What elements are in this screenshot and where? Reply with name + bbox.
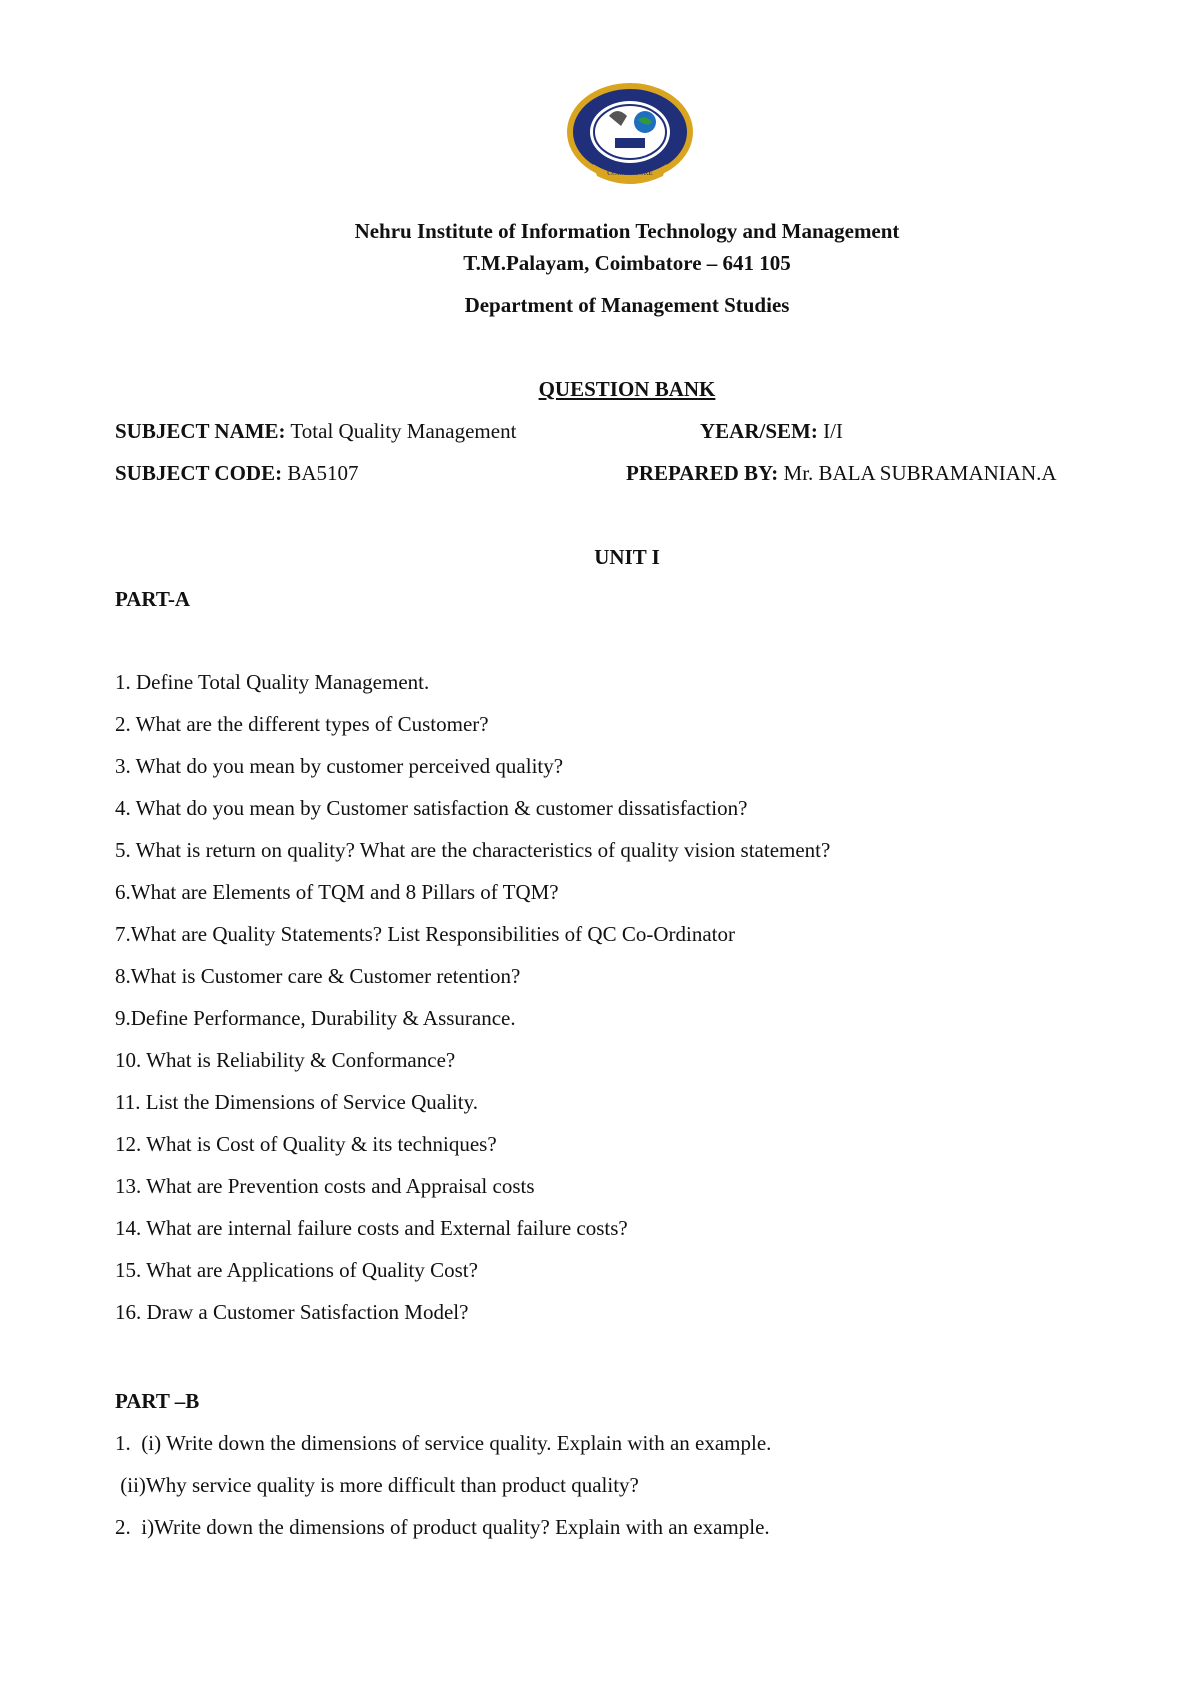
subject-name-row (115, 417, 516, 445)
svg-text:COIMBATORE: COIMBATORE (607, 169, 653, 177)
question-item: 3. What do you mean by customer perceived quality? (115, 754, 564, 778)
subject-code-value: BA5107 (282, 461, 359, 485)
prepared-by-label: PREPARED BY: (626, 461, 779, 485)
question-item: 5. What is return on quality? What are the characteristics of quality vision statement? (115, 838, 831, 862)
question-item: 6.What are Elements of TQM and 8 Pillars of TQM? (115, 880, 559, 904)
question-item: 13. What are Prevention costs and Appraisal costs (115, 1174, 535, 1198)
part-a-heading: PART-A (115, 587, 191, 611)
question-item: 9.Define Performance, Durability & Assurance. (115, 1006, 516, 1030)
document-title: QUESTION BANK (538, 377, 716, 401)
prepared-by-row (626, 459, 1057, 487)
question-item: 11. List the Dimensions of Service Quality. (115, 1090, 478, 1114)
question-item: 4. What do you mean by Customer satisfaction & customer dissatisfaction? (115, 796, 748, 820)
year-sem-value: I/I (817, 419, 843, 443)
institute-logo (565, 82, 695, 187)
question-item: 2. What are the different types of Customer? (115, 712, 489, 736)
question-item: 10. What is Reliability & Conformance? (115, 1048, 456, 1072)
question-item: 14. What are internal failure costs and External failure costs? (115, 1216, 628, 1240)
institute-address: T.M.Palayam, Coimbatore – 641 105 (463, 251, 791, 275)
department-name: Department of Management Studies (464, 293, 790, 317)
question-item: 1. (i) Write down the dimensions of service quality. Explain with an example. (115, 1431, 772, 1455)
question-item: 16. Draw a Customer Satisfaction Model? (115, 1300, 469, 1324)
question-item: 12. What is Cost of Quality & its techniques? (115, 1132, 497, 1156)
year-sem-row (700, 417, 843, 445)
question-item: 1. Define Total Quality Management. (115, 670, 430, 694)
part-b-question-list (115, 1429, 771, 1555)
subject-code-row (115, 459, 359, 487)
question-item: 7.What are Quality Statements? List Responsibilities of QC Co-Ordinator (115, 922, 735, 946)
subject-name-label: SUBJECT NAME: (115, 419, 286, 443)
part-b-heading: PART –B (115, 1389, 200, 1413)
part-a-question-list (115, 668, 830, 1340)
question-item: (ii)Why service quality is more difficult than product quality? (115, 1473, 639, 1497)
question-item: 8.What is Customer care & Customer retention? (115, 964, 521, 988)
year-sem-label: YEAR/SEM: (700, 419, 818, 443)
unit-heading: UNIT I (594, 545, 660, 569)
prepared-by-value: Mr. BALA SUBRAMANIAN.A (778, 461, 1057, 485)
subject-name-value: Total Quality Management (285, 419, 517, 443)
question-item: 2. i)Write down the dimensions of product quality? Explain with an example. (115, 1515, 770, 1539)
subject-code-label: SUBJECT CODE: (115, 461, 283, 485)
question-item: 15. What are Applications of Quality Cost? (115, 1258, 478, 1282)
institute-name: Nehru Institute of Information Technology and Management (354, 219, 900, 243)
